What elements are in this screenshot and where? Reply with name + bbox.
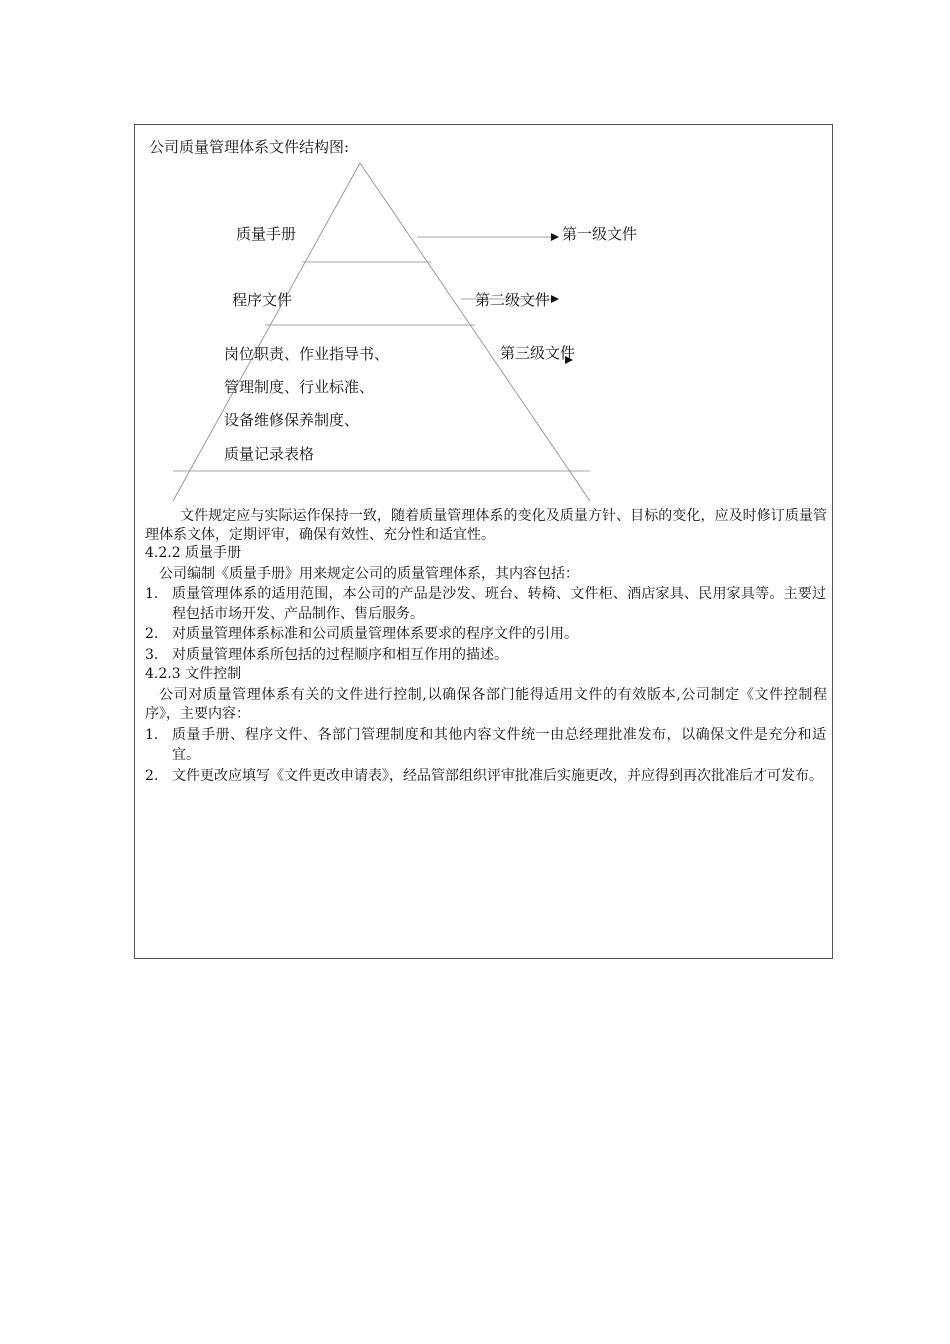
level-3-name-line-2: 管理制度、行业标准、	[224, 378, 375, 396]
list-text: 对质量管理体系标准和公司质量管理体系要求的程序文件的引用。	[172, 626, 578, 642]
level-2-name: 程序文件	[232, 291, 293, 309]
arrowhead-level-2	[551, 295, 559, 303]
section-423-intro: 公司对质量管理体系有关的文件进行控制,以确保各部门能得适用文件的有效版本,公司制定《文件控制程序》，主要内容：	[145, 687, 827, 722]
list-text: 质量管理体系的适用范围，本公司的产品是沙发、班台、转椅、文件柜、酒店家具、民用家具等。主要过程包括市场开发、产品制作、售后服务。	[172, 586, 826, 622]
list-number: 3.	[145, 647, 159, 663]
section-423-heading: 4.2.3 文件控制	[145, 666, 242, 682]
level-1-label: 第一级文件	[562, 225, 638, 243]
level-3-name-line-1: 岗位职责、作业指导书、	[224, 345, 390, 363]
section-422-intro: 公司编制《质量手册》用来规定公司的质量管理体系，其内容包括：	[159, 566, 579, 582]
list-text: 对质量管理体系所包括的过程顺序和相互作用的描述。	[172, 647, 508, 663]
list-number: 1.	[145, 586, 159, 602]
level-3-label: 第三级文件	[500, 344, 576, 362]
level-3-name-line-4: 质量记录表格	[224, 445, 315, 463]
section-422-heading: 4.2.2 质量手册	[145, 545, 242, 561]
content-frame	[134, 124, 833, 959]
list-number: 1.	[145, 727, 159, 743]
list-text: 质量手册、程序文件、各部门管理制度和其他内容文件统一由总经理批准发布，以确保文件是充分和适宜。	[172, 727, 826, 763]
list-text: 文件更改应填写《文件更改申请表》，经品管部组织评审批准后实施更改，并应得到再次批准后才可发布。	[172, 768, 823, 784]
level-3-name-line-3: 设备维修保养制度、	[224, 411, 360, 429]
level-2-label: 第二级文件	[475, 291, 551, 309]
arrowhead-level-1	[551, 233, 559, 241]
intro-paragraph: 文件规定应与实际运作保持一致，随着质量管理体系的变化及质量方针、目标的变化，应及时修订质量管理体系文体，定期评审，确保有效性、充分性和适宜性。	[145, 508, 827, 543]
list-number: 2.	[145, 768, 159, 784]
list-number: 2.	[145, 626, 159, 642]
diagram-title: 公司质量管理体系文件结构图:	[149, 138, 350, 156]
pyramid-right-edge	[360, 163, 590, 501]
level-1-name: 质量手册	[236, 225, 297, 243]
